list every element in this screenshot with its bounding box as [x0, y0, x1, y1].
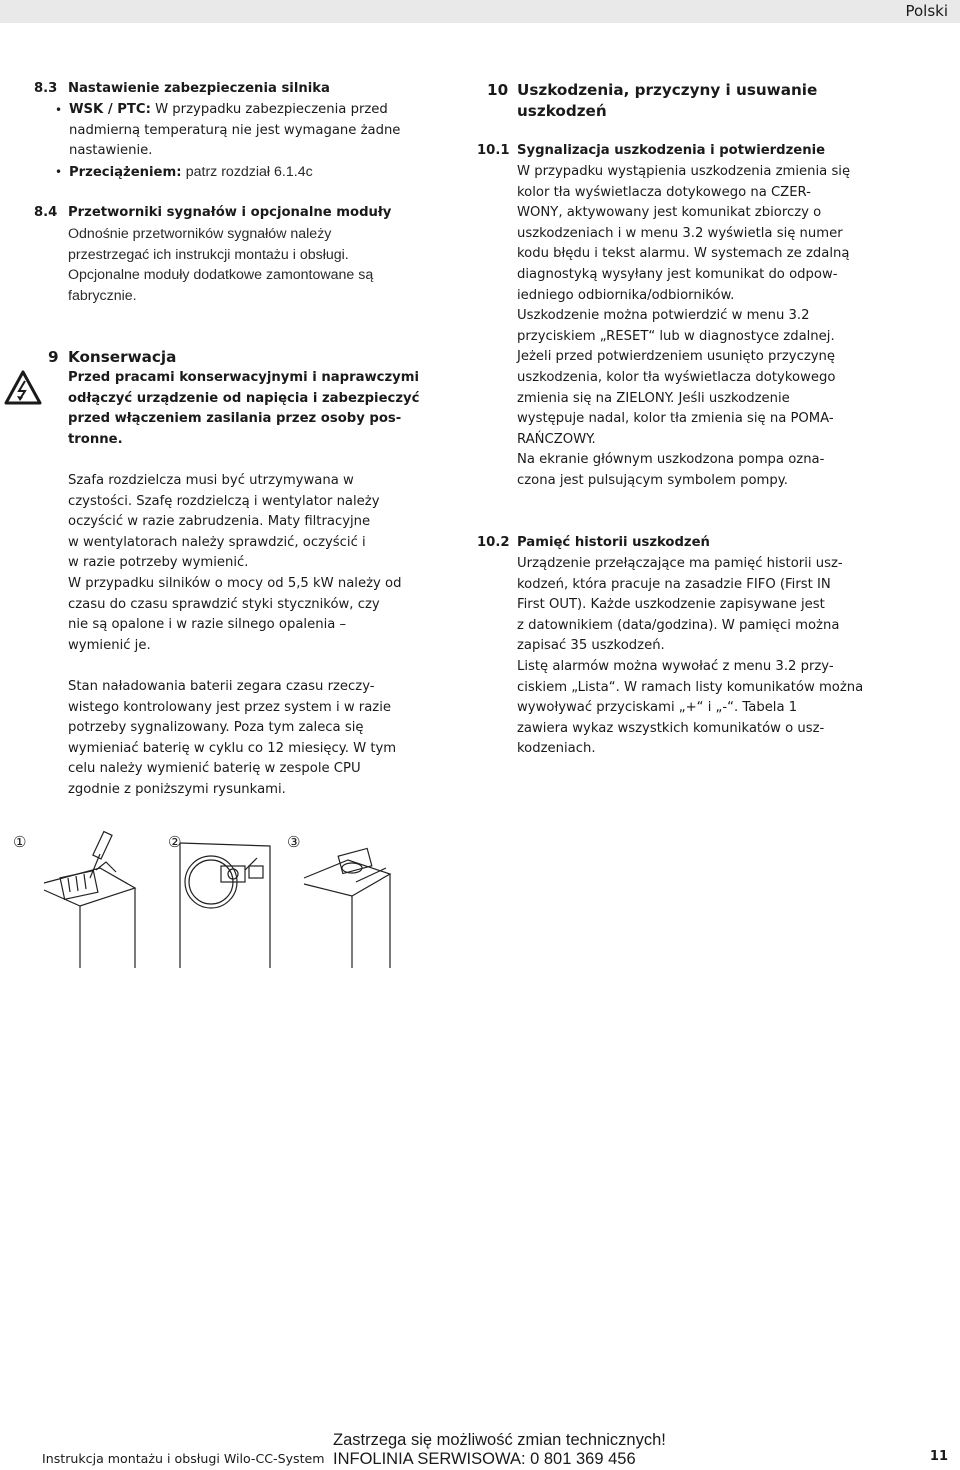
bullet-text: nadmierną temperaturą nie jest wymagane żadne: [69, 122, 401, 138]
text-line: ciskiem „Lista“. W ramach listy komunikatów można: [517, 679, 864, 695]
text-line: czona jest pulsującym symbolem pompy.: [517, 472, 788, 488]
text-line: kodu błędu i tekst alarmu. W systemach ze zdalną: [517, 246, 850, 262]
text-line: oczyścić w razie zabrudzenia. Maty filtracyjne: [68, 514, 371, 530]
bullet-label: WSK / PTC:: [69, 102, 151, 117]
section-8-3-title: Nastawienie zabezpieczenia silnika: [68, 81, 330, 96]
text-line: Odnośnie przetworników sygnałów należy: [68, 226, 332, 242]
text-line: zawiera wykaz wszystkich komunikatów o usz-: [517, 720, 825, 736]
text-line: Szafa rozdzielcza musi być utrzymywana w: [68, 473, 354, 488]
text-line: W przypadku wystąpienia uszkodzenia zmienia się: [517, 164, 851, 179]
notice-line: Zastrzega się możliwość zmian technicznych!: [333, 1431, 666, 1449]
text-line: WONY, aktywowany jest komunikat zbiorczy o: [517, 205, 822, 221]
text-line: celu należy wymienić baterię w zespole CPU: [68, 761, 361, 777]
footer-manual-title: Instrukcja montażu i obsługi Wilo-CC-System: [42, 1451, 325, 1466]
section-10-2-body: [517, 554, 937, 760]
notice-line: INFOLINIA SERWISOWA: 0 801 369 456: [333, 1450, 636, 1468]
title-line: uszkodzeń: [517, 102, 607, 120]
warning-line: Przed pracami konserwacyjnymi i naprawczymi: [68, 370, 420, 385]
section-9-paragraph-1: [68, 471, 448, 656]
section-8-3-bullets: [55, 100, 415, 183]
warning-line: odłączyć urządzenie od napięcia i zabezpieczyć: [68, 390, 420, 406]
text-line: Listę alarmów można wywołać z menu 3.2 przy-: [517, 658, 834, 674]
text-line: wymienić je.: [68, 637, 151, 653]
bullet-text: nastawienie.: [69, 143, 153, 159]
figure-1-screwdriver-drawing: [40, 828, 165, 968]
text-line: Na ekranie głównym uszkodzona pompa ozna-: [517, 452, 825, 468]
section-10-2-title: Pamięć historii uszkodzeń: [517, 535, 710, 550]
section-10-1-number: 10.1: [477, 143, 510, 158]
figure-label-1: ①: [13, 833, 27, 851]
text-line: First OUT). Każde uszkodzenie zapisywane jest: [517, 597, 825, 613]
section-9-paragraph-2: [68, 677, 448, 801]
text-line: potrzeby sygnalizowany. Poza tym zaleca się: [68, 720, 364, 736]
bullet-przeciazeniem: [55, 162, 415, 184]
text-line: Jeżeli przed potwierdzeniem usunięto przyczynę: [517, 349, 836, 365]
title-line: Uszkodzenia, przyczyny i usuwanie: [517, 81, 818, 99]
warning-line: tronne.: [68, 431, 123, 447]
text-line: wywoływać przyciskami „+“ i „-“. Tabela 1: [517, 700, 798, 716]
text-line: zapisać 35 uszkodzeń.: [517, 638, 665, 654]
section-10-number: 10: [487, 81, 509, 99]
bullet-text: W przypadku zabezpieczenia przed: [155, 102, 388, 117]
text-line: wymieniać baterię w cyklu co 12 miesięcy. W tym: [68, 740, 397, 756]
section-10-1-body: [517, 162, 937, 492]
section-10-title: [517, 80, 937, 122]
page-number: 11: [929, 1449, 948, 1464]
text-line: iedniego odbiornika/odbiorników.: [517, 287, 735, 303]
text-line: diagnostyką wysyłany jest komunikat do odpow-: [517, 266, 838, 282]
text-line: występuje nadal, kolor tła zmienia się na POMA-: [517, 411, 834, 427]
battery-replacement-figures: [10, 828, 410, 968]
footer-notice: [333, 1431, 733, 1469]
text-line: Opcjonalne moduły dodatkowe zamontowane są: [68, 267, 374, 284]
text-line: RAŃCZOWY.: [517, 431, 596, 447]
figure-2-cpu-board-drawing: [175, 838, 285, 968]
language-label: Polski: [905, 2, 948, 20]
text-line: czystości. Szafę rozdzielczą i wentylator należy: [68, 493, 380, 509]
figure-label-2: ②: [168, 833, 182, 851]
bullet-wsk-ptc: [55, 100, 415, 162]
text-line: nie są opalone i w razie silnego opalenia –: [68, 617, 347, 633]
text-line: Urządzenie przełączające ma pamięć historii usz-: [517, 556, 843, 571]
text-line: przyciskiem „RESET“ lub w diagnostyce zdalnej.: [517, 328, 835, 344]
text-line: kodzeniach.: [517, 741, 596, 757]
section-8-4-number: 8.4: [34, 205, 58, 220]
text-line: W przypadku silników o mocy od 5,5 kW należy od: [68, 575, 402, 591]
warning-line: przed włączeniem zasilania przez osoby pos-: [68, 411, 402, 427]
text-line: w razie potrzeby wymienić.: [68, 555, 249, 571]
text-line: fabrycznie.: [68, 287, 137, 304]
section-9-warning: [68, 368, 448, 450]
bullet-text: patrz rozdział 6.1.4c: [185, 163, 313, 180]
text-line: przestrzegać ich instrukcji montażu i obsługi.: [68, 246, 349, 263]
figure-label-3: ③: [287, 833, 301, 851]
text-line: uszkodzenia, kolor tła wyświetlacza dotykowego: [517, 369, 836, 385]
figure-3-battery-slot-drawing: [300, 838, 410, 968]
text-line: zmienia się na ZIELONY. Jeśli uszkodzenie: [517, 390, 790, 406]
text-line: wistego kontrolowany jest przez system i w razie: [68, 699, 392, 715]
text-line: kodzeń, która pracuje na zasadzie FIFO (First IN: [517, 576, 831, 592]
text-line: z datownikiem (data/godzina). W pamięci można: [517, 617, 840, 633]
bullet-label: Przeciążeniem:: [69, 164, 182, 180]
text-line: zgodnie z poniższymi rysunkami.: [68, 781, 286, 797]
section-8-3-number: 8.3: [34, 81, 58, 96]
section-10-2-number: 10.2: [477, 535, 510, 550]
text-line: Stan naładowania baterii zegara czasu rzeczy-: [68, 679, 375, 694]
section-9-title: Konserwacja: [68, 348, 177, 366]
text-line: czasu do czasu sprawdzić styki styczników, czy: [68, 596, 380, 612]
electrical-hazard-warning-icon: [4, 370, 42, 406]
text-line: kolor tła wyświetlacza dotykowego na CZER-: [517, 184, 811, 200]
text-line: w wentylatorach należy sprawdzić, oczyścić i: [68, 534, 366, 550]
top-language-bar: [0, 0, 960, 23]
text-line: Uszkodzenie można potwierdzić w menu 3.2: [517, 308, 810, 324]
section-8-4-body: [68, 224, 428, 306]
section-8-4-title: Przetworniki sygnałów i opcjonalne moduły: [68, 205, 392, 220]
section-10-1-title: Sygnalizacja uszkodzenia i potwierdzenie: [517, 143, 826, 158]
section-9-number: 9: [48, 348, 59, 366]
text-line: uszkodzeniach i w menu 3.2 wyświetla się numer: [517, 225, 843, 241]
